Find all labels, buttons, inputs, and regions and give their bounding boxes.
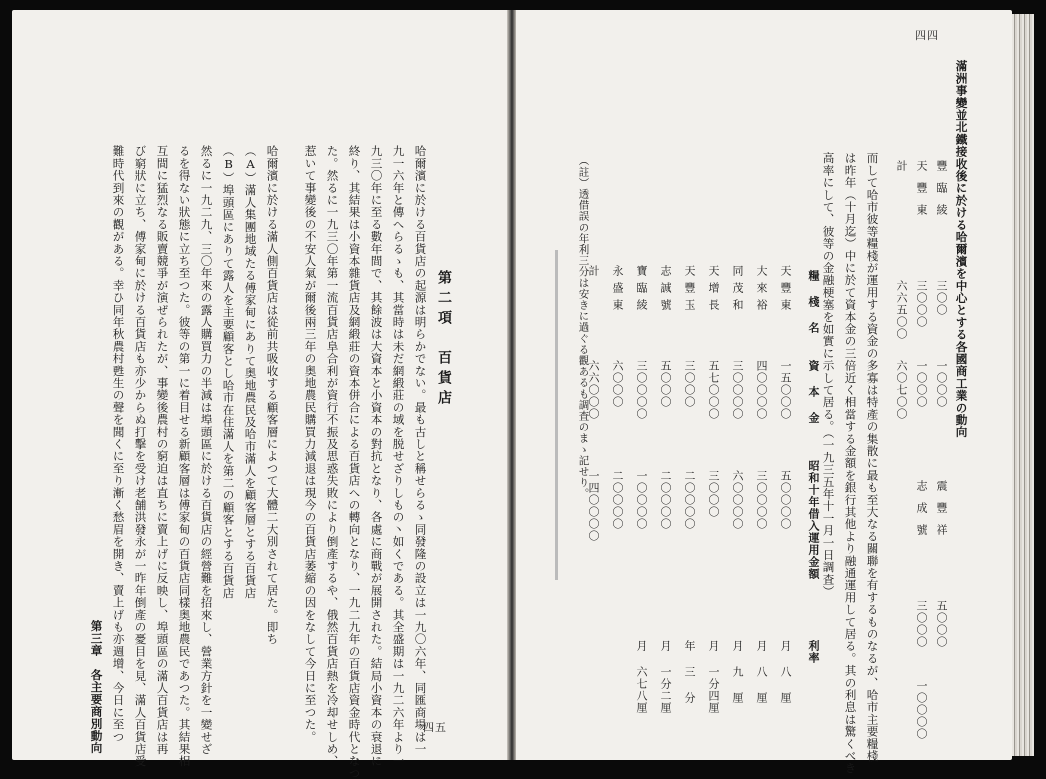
- right-page-number: 四四: [915, 29, 939, 42]
- bottom-table-cell: 五〇〇〇〇: [779, 470, 792, 530]
- left-page-number: 四五: [423, 721, 447, 734]
- body-line: 哈爾濱に於ける百貨店の起源は明らかでない。最も古しと稱せらるゝ同發隆の設立は一九〇六年、同匯商場は一: [413, 145, 428, 755]
- bottom-table-cell: 月 八 厘: [779, 640, 792, 704]
- top-table-cell: 一〇〇〇: [915, 360, 928, 408]
- body-line: （A）滿人集團地域たる傅家甸にありて奥地農民及哈市滿人を顧客層とする百貨店: [243, 145, 258, 599]
- bottom-table-cell: 天增長: [707, 265, 720, 316]
- top-table-cell: 臨: [935, 182, 948, 194]
- section-heading: 第二項 百貨店: [436, 270, 452, 410]
- bottom-table-cell: 月 九 厘: [731, 640, 744, 704]
- bottom-table-cell: 三〇〇〇: [707, 470, 720, 518]
- bottom-table-cell: 月 六七八厘: [635, 640, 648, 714]
- top-table-cell: 志: [915, 480, 928, 492]
- bottom-table-cell: 月 八 厘: [755, 640, 768, 704]
- body-line: 哈爾濱に於ける滿人側百貨店は從前共吸收する顧客層によつて大體二大別されて居た。即ち: [265, 145, 280, 646]
- top-table-cell: 天: [915, 160, 928, 172]
- top-table-cell: 一〇〇〇: [935, 360, 948, 408]
- paragraph-line: 高率にして、彼等の金融梗塞を如實に示して居る。（一九三五年十一月一日調査）: [821, 152, 836, 598]
- top-table-cell: 祥: [935, 524, 948, 536]
- bottom-table-header: 昭和十年借入運用金額: [807, 460, 820, 580]
- body-line: 終り、其結果は小資本雜貨店及網緞莊の資本併合による百貨店への轉向となり、一九二九年の百貨店資金時代となつ: [347, 145, 362, 779]
- bottom-table-cell: 三〇〇〇: [683, 360, 696, 408]
- body-line: 互間に猛烈なる販賣競爭が演ぜられたが、事變後農村の窮迫は直ちに賣上げに反映し、埠頭區の滿人百貨店は再: [155, 145, 170, 755]
- bottom-table-cell: 六六〇〇〇: [587, 360, 600, 420]
- bottom-table-cell: 月 一分二厘: [659, 640, 672, 714]
- bottom-table-cell: 永盛東: [611, 265, 624, 316]
- top-table-cell: 六六五〇〇: [895, 280, 908, 340]
- top-table-cell: 綾: [935, 204, 948, 216]
- bottom-table-cell: 二〇〇〇〇: [611, 470, 624, 530]
- table-divider: [555, 250, 558, 580]
- bottom-table-cell: 四〇〇〇〇: [755, 360, 768, 420]
- bottom-table-header: 糧 棧 名: [807, 270, 820, 334]
- bottom-table-cell: 一五〇〇〇: [779, 360, 792, 420]
- body-line: 難時代到來の觀がある。幸ひ同年秋農村甦生の聲を聞くに至り漸く愁眉を開き、賣上げも亦週增、今日に至つ: [111, 145, 126, 743]
- bottom-table-cell: 年 三 分: [683, 640, 696, 704]
- top-table-cell: 豐: [935, 160, 948, 172]
- body-line: るを得ない狀態に立ち至つた。彼等の第一に着目せる新顧客層は傅家甸の百貨店同樣奥地農民であつた。其結果相: [177, 145, 192, 768]
- bottom-table-header: 利率: [807, 640, 820, 664]
- top-table-cell: 一〇〇〇〇: [915, 680, 928, 740]
- top-table-cell: 成: [915, 502, 928, 514]
- bottom-table-cell: 寶臨綾: [635, 265, 648, 316]
- right-running-title: 滿洲事變並北鐵接收後に於ける哈爾濱を中心とする各國商工業の動向: [954, 60, 969, 439]
- top-table-cell: 號: [915, 524, 928, 536]
- bottom-table-cell: 五七〇〇〇: [707, 360, 720, 420]
- paragraph-line: は昨年（十月迄）中に於て資本金の三倍近く相當する金額を銀行其他より融通運用して居る。其の利息は驚くべき: [843, 152, 858, 775]
- top-table-cell: 計: [895, 160, 908, 172]
- bottom-table-cell: 一四〇〇〇〇: [587, 470, 600, 542]
- top-table-cell: 三〇〇〇: [915, 280, 928, 328]
- bottom-table-cell: 志誠號: [659, 265, 672, 316]
- bottom-table-cell: 二〇〇〇〇: [683, 470, 696, 530]
- body-line: た。然るに一九三〇年第一流百貨店阜合利が資行不振及思惑失敗により倒產するや、俄然百貨店熱を冷却せしめ、: [325, 145, 340, 768]
- paragraph-line: 而して哈市彼等糧棧が運用する資金の多寡は特產の集散に最も至大なる關聯を有するものなるが、哈市主要糧棧: [865, 152, 880, 762]
- top-table-cell: 三〇〇: [935, 280, 948, 316]
- bottom-table-cell: 三〇〇〇〇: [755, 470, 768, 530]
- top-table-cell: 三〇〇〇: [915, 600, 928, 648]
- body-line: 惹いて事變後の不安人氣が爾後兩三年の奥地農民購買力減退は現今の百貨店萎縮の因をなして今日に至つた。: [303, 145, 318, 743]
- book-gutter: [507, 10, 516, 760]
- top-table-cell: 東: [915, 204, 928, 216]
- page-edges: [1012, 14, 1034, 756]
- top-table-cell: 豐: [935, 502, 948, 514]
- bottom-table-cell: 計: [587, 265, 600, 282]
- top-table-cell: 震: [935, 480, 948, 492]
- table-note: （註）透借誤の年利三分は安きに過ぐる觀あるも調査のまゝ記せり。: [577, 155, 590, 500]
- bottom-table-cell: 天豐東: [779, 265, 792, 316]
- bottom-table-cell: 六〇〇〇: [611, 360, 624, 408]
- left-page: [12, 10, 507, 779]
- top-table-cell: 豐: [915, 182, 928, 194]
- top-table-cell: 五〇〇〇: [935, 600, 948, 648]
- bottom-table-cell: 五〇〇〇: [659, 360, 672, 408]
- bottom-table-cell: 三〇〇〇〇: [635, 360, 648, 420]
- bottom-table-cell: 三〇〇〇〇: [731, 360, 744, 420]
- bottom-table-cell: 天豐玉: [683, 265, 696, 316]
- body-line: び窮狀に立ち、傅家甸に於ける百貨店も亦少からぬ打擊を受け老舗洪發永が一昨年倒產の憂目を見、滿人百貨店受: [133, 145, 148, 768]
- bottom-table-cell: 月 一分四厘: [707, 640, 720, 714]
- body-line: 九三〇年に至る數年間で、其餘波は大資本と小資本の對抗となり、各處に商戰が展開された。結局小資本の衰退に: [369, 145, 384, 768]
- bottom-table-cell: 六〇〇〇〇: [731, 470, 744, 530]
- chapter-footer: 第三章 各主要商別動向: [89, 620, 104, 755]
- bottom-table-header: 資 本 金: [807, 360, 820, 424]
- body-line: 然るに一九二九、三〇年來の露人購買力の半減は埠頭區に於ける百貨店の經營難を招來し、營業方針を一變せざ: [199, 145, 214, 755]
- bottom-table-cell: 大來裕: [755, 265, 768, 316]
- bottom-table-cell: 二〇〇〇〇: [659, 470, 672, 530]
- bottom-table-cell: 同茂和: [731, 265, 744, 316]
- body-line: 九一六年と傳へらるゝも、其當時は未だ網緞莊の域を脱せざりしもの丶如くである。其全盛期は一九二六年より一: [391, 145, 406, 768]
- bottom-table-cell: 一〇〇〇〇: [635, 470, 648, 530]
- top-table-cell: 六〇七〇〇: [895, 360, 908, 420]
- body-line: （B）埠頭區にありて露人を主要顧客とし哈市在住滿人を第二の顧客とする百貨店: [221, 145, 236, 599]
